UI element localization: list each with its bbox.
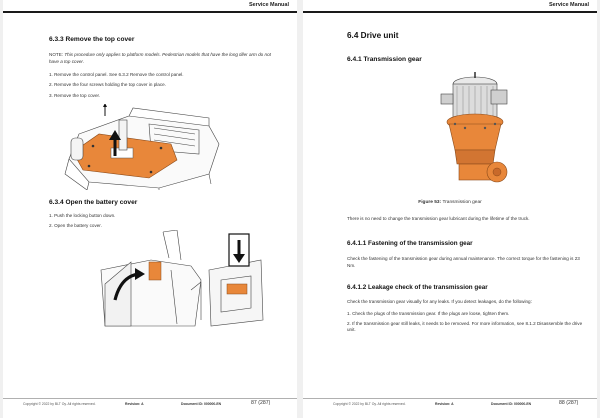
locking-button	[227, 284, 247, 294]
step-item: 1. Push the locking button down.	[49, 213, 116, 218]
right-page	[303, 0, 597, 418]
cover-post	[119, 120, 127, 150]
screw-arrow-icon	[103, 104, 107, 116]
footer-copyright: Copyright © 2022 by BLT Oy. All rights reserved.	[333, 402, 406, 406]
step-item: 2. Remove the four screws holding the top cover in place.	[49, 82, 166, 88]
section-6-4-1-2-title: 6.4.1.2 Leakage check of the transmission gear	[347, 284, 488, 291]
section-6-4-1-1-title: 6.4.1.1 Fastening of the transmission gear	[347, 240, 473, 247]
push-down-arrow-icon	[229, 234, 249, 266]
step-item: 2. If the transmission gear still leaks, it needs to be removed. For more information, see 8.1.2 Disassemble the drive unit.	[347, 321, 583, 333]
figure-caption	[303, 200, 597, 205]
section-6-4-title: 6.4 Drive unit	[347, 31, 399, 40]
page-number: 88 (287)	[559, 400, 579, 406]
note-paragraph	[49, 52, 279, 66]
page-header	[3, 0, 297, 12]
battery-cover-illustration	[91, 230, 269, 330]
footer-rule	[3, 398, 297, 399]
footer-document: Document ID: 000000-EN	[181, 402, 222, 406]
header-title: Service Manual	[248, 2, 289, 8]
header-title: Service Manual	[548, 2, 589, 8]
transmission-gear-body: There is no need to change the transmission gear lubricant during the lifetime of the truck.	[347, 216, 530, 221]
step-item: 1. Check the plugs of the transmission gear. If the plugs are loose, tighten them.	[347, 311, 510, 316]
page-number: 87 (287)	[251, 400, 271, 406]
note-label: NOTE:	[49, 52, 64, 57]
handle-shape	[71, 138, 83, 160]
note-text: This procedure only applies to platform models. Pedestrian models that have the long tiller arm do not have a top cover.	[49, 52, 271, 64]
top-cover-illustration	[59, 104, 223, 190]
step-item: 2. Open the battery cover.	[49, 223, 102, 229]
page-header	[303, 0, 597, 12]
figure-label: Figure 53:	[418, 200, 442, 205]
step-item: 3. Remove the top cover.	[49, 92, 101, 98]
steps-6-3-3	[49, 72, 279, 103]
step-item: 1. Remove the control panel. See 6.3.2 Remove the control panel.	[49, 72, 184, 77]
header-rule	[3, 11, 297, 13]
transmission-gear-illustration	[431, 72, 523, 188]
connector-box	[491, 90, 507, 104]
section-6-3-3-title: 6.3.3 Remove the top cover	[49, 36, 135, 43]
leakage-intro: Check the transmission gear visually for any leaks. If you detect leakages, do the following:	[347, 299, 532, 304]
left-page	[3, 0, 297, 418]
fastening-body: Check the fastening of the transmission gear during annual maintenance. The correct torque for the fastening is 23 Nm.	[347, 256, 580, 268]
footer-revision: Revision: A	[125, 402, 144, 406]
footer-revision: Revision: A	[435, 402, 454, 406]
steps-6-4-1-2	[347, 311, 583, 338]
footer-document: Document ID: 000000-EN	[491, 402, 532, 406]
orange-bracket	[149, 262, 161, 280]
footer-copyright: Copyright © 2022 by BLT Oy. All rights reserved.	[23, 402, 96, 406]
footer-rule	[303, 398, 597, 399]
figure-caption-text: Transmission gear	[442, 200, 482, 205]
gear-lower	[459, 164, 491, 180]
section-6-3-4-title: 6.3.4 Open the battery cover	[49, 199, 138, 206]
section-6-4-1-title: 6.4.1 Transmission gear	[347, 56, 422, 63]
header-rule	[303, 11, 597, 13]
gear-housing	[449, 124, 501, 150]
